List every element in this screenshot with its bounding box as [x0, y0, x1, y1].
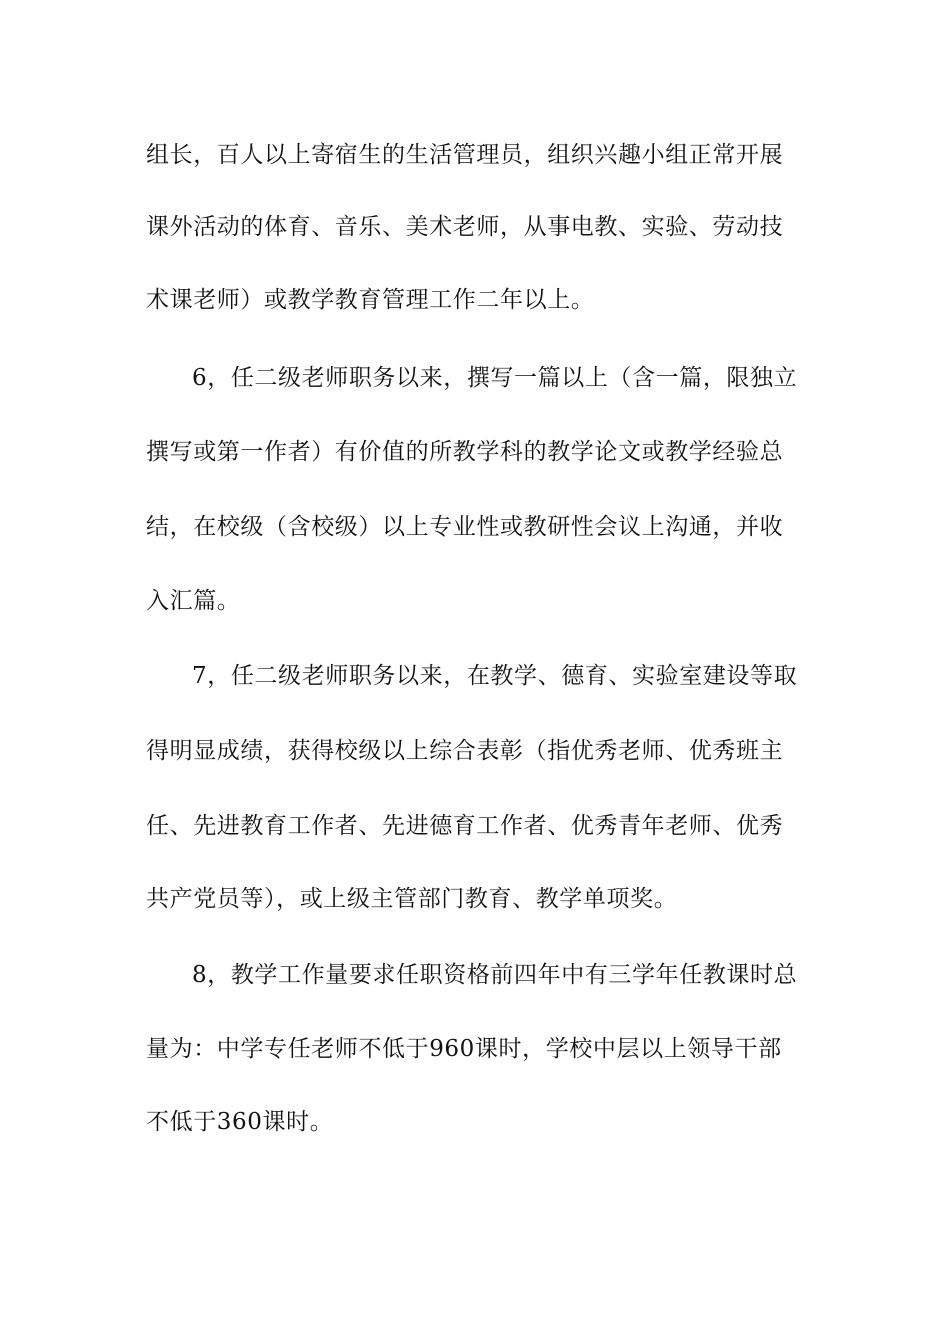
paragraph-line: 6，任二级老师职务以来，撰写一篇以上（含一篇，限独立	[192, 365, 798, 391]
paragraph-line: 撰写或第一作者）有价值的所教学科的教学论文或教学经验总	[146, 439, 784, 465]
paragraph-line: 共产党员等），或上级主管部门教育、教学单项奖。	[146, 886, 678, 912]
paragraph-line: 任、先进教育工作者、先进德育工作者、优秀青年老师、优秀	[146, 813, 784, 839]
paragraph-line: 得明显成绩，获得校级以上综合表彰（指优秀老师、优秀班主	[146, 738, 784, 764]
paragraph-line: 量为：中学专任老师不低于960课时，学校中层以上领导干部	[146, 1036, 782, 1062]
paragraph-line: 术课老师）或教学教育管理工作二年以上。	[146, 287, 595, 313]
paragraph-line: 8，教学工作量要求任职资格前四年中有三学年任教课时总	[192, 962, 798, 988]
paragraph-line: 7，任二级老师职务以来，在教学、德育、实验室建设等取	[192, 663, 798, 689]
paragraph-line: 课外活动的体育、音乐、美术老师，从事电教、实验、劳动技	[146, 214, 784, 240]
paragraph-line: 入汇篇。	[146, 588, 241, 614]
paragraph-line: 结，在校级（含校级）以上专业性或教研性会议上沟通，并收	[146, 514, 784, 540]
paragraph-line: 组长，百人以上寄宿生的生活管理员，组织兴趣小组正常开展	[146, 142, 784, 168]
paragraph-line: 不低于360课时。	[146, 1109, 334, 1135]
